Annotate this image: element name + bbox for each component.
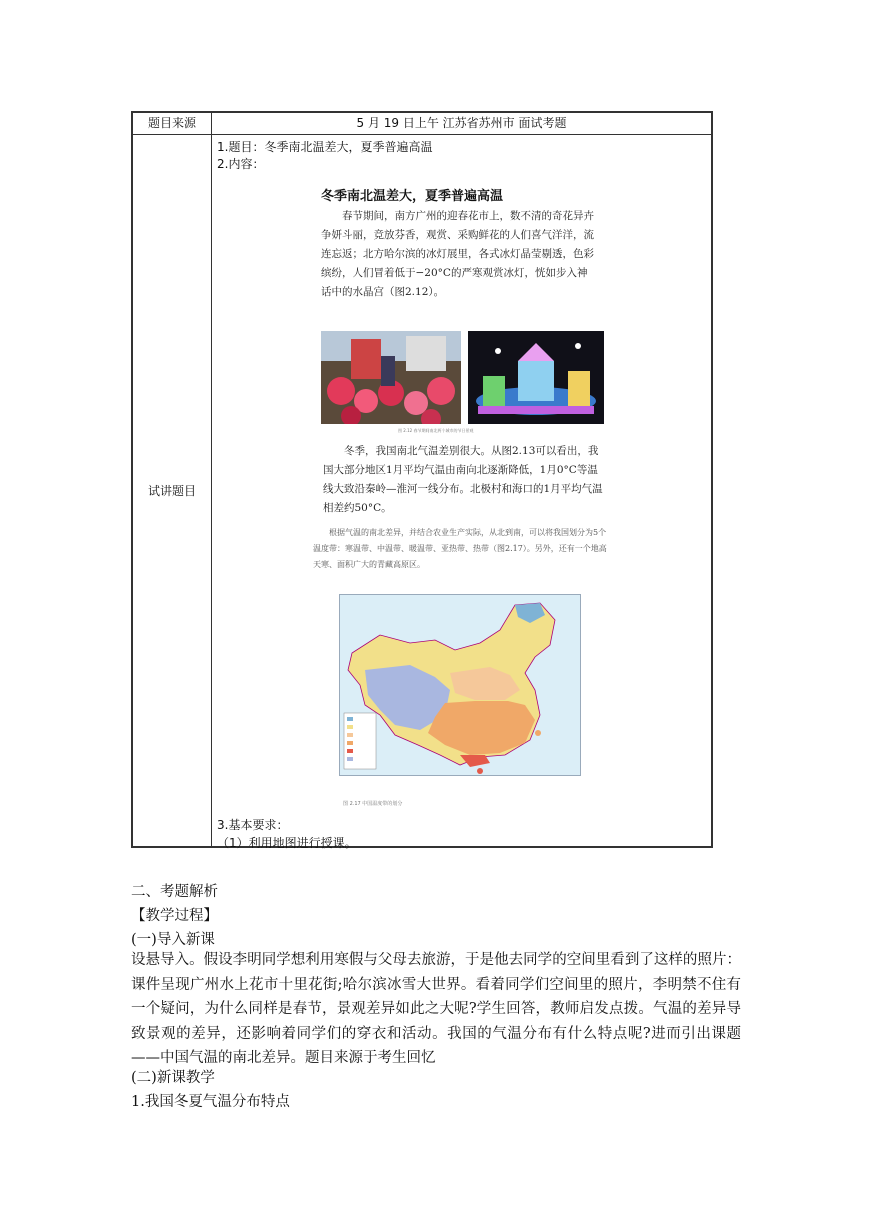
intro-paragraph: 设悬导入。假设李明同学想利用寒假与父母去旅游，于是他去同学的空间里看到了这样的照片：课件呈现广州水上花市十里花街;哈尔滨冰雪大世界。看着同学们空间里的照片，李明禁不住有一个疑问，为什么同样是春节，景观差异如此之大呢?学生回答，教师启发点拨。气温的差异导致景观的差异，还影响着同学们的穿衣和活动。我国的气温分布有什么特点呢?进而引出课题——中国气温的南北差异。题目来源于考生回忆 <box>131 952 741 1066</box>
table-row-source <box>133 113 711 135</box>
textbook-paragraph-2: 冬季，我国南北气温差别很大。从图2.13可以看出，我国大部分地区1月平均气温由南向北逐渐降低，1月0°C等温线大致沿秦岭—淮河一线分布。北极村和海口的1月平均气温相差约50°C。 <box>323 445 603 514</box>
intro-subheading: (一)导入新课 <box>131 932 215 948</box>
topic-content <box>212 135 711 850</box>
textbook-title: 冬季南北温差大，夏季普遍高温 <box>321 189 504 204</box>
section-heading: 二、考题解析 <box>131 884 218 900</box>
requirement-1: （1）利用地图进行授课。 <box>217 836 357 850</box>
ice-lantern-photo <box>468 331 604 424</box>
flower-market-photo <box>321 331 461 424</box>
textbook-paragraph-3: 根据气温的南北差异，并结合农业生产实际，从北到南，可以将我国划分为5个温度带：寒温带、中温带、暖温带、亚热带、热带（图2.17）。另外，还有一个地高天寒、面积广大的青藏高原区。 <box>313 528 607 569</box>
content-label: 2.内容： <box>217 157 265 171</box>
teaching-process-title: 【教学过程】 <box>131 908 218 924</box>
source-value: 5 月 19 日上午 江苏省苏州市 面试考题 <box>356 116 567 130</box>
topic-title-line: 1.题目：冬季南北温差大，夏季普遍高温 <box>217 140 433 154</box>
source-label: 题目来源 <box>133 113 212 134</box>
temperature-zone-map <box>339 594 581 776</box>
textbook-paragraph-1: 春节期间，南方广州的迎春花市上，数不清的奇花异卉争妍斗丽，竞放芬香，观赏、采购鲜花的人们喜气洋洋，流连忘返；北方哈尔滨的冰灯展里，各式冰灯晶莹剔透，色彩缤纷，人们冒着低于−20°C的严寒观赏冰灯，恍如步入神话中的水晶宫（图2.12）。 <box>321 210 594 298</box>
photo-caption: 图 2.12 春节期间南北两个城市的节日景观 <box>398 428 474 433</box>
new-lesson-subheading: (二)新课教学 <box>131 1070 215 1086</box>
topic-label: 试讲题目 <box>133 135 212 846</box>
basic-requirements-label: 3.基本要求： <box>217 818 289 832</box>
exam-table <box>131 111 713 848</box>
point-1: 1.我国冬夏气温分布特点 <box>131 1094 290 1110</box>
map-caption: 图 2.17 中国温度带的划分 <box>343 801 403 807</box>
